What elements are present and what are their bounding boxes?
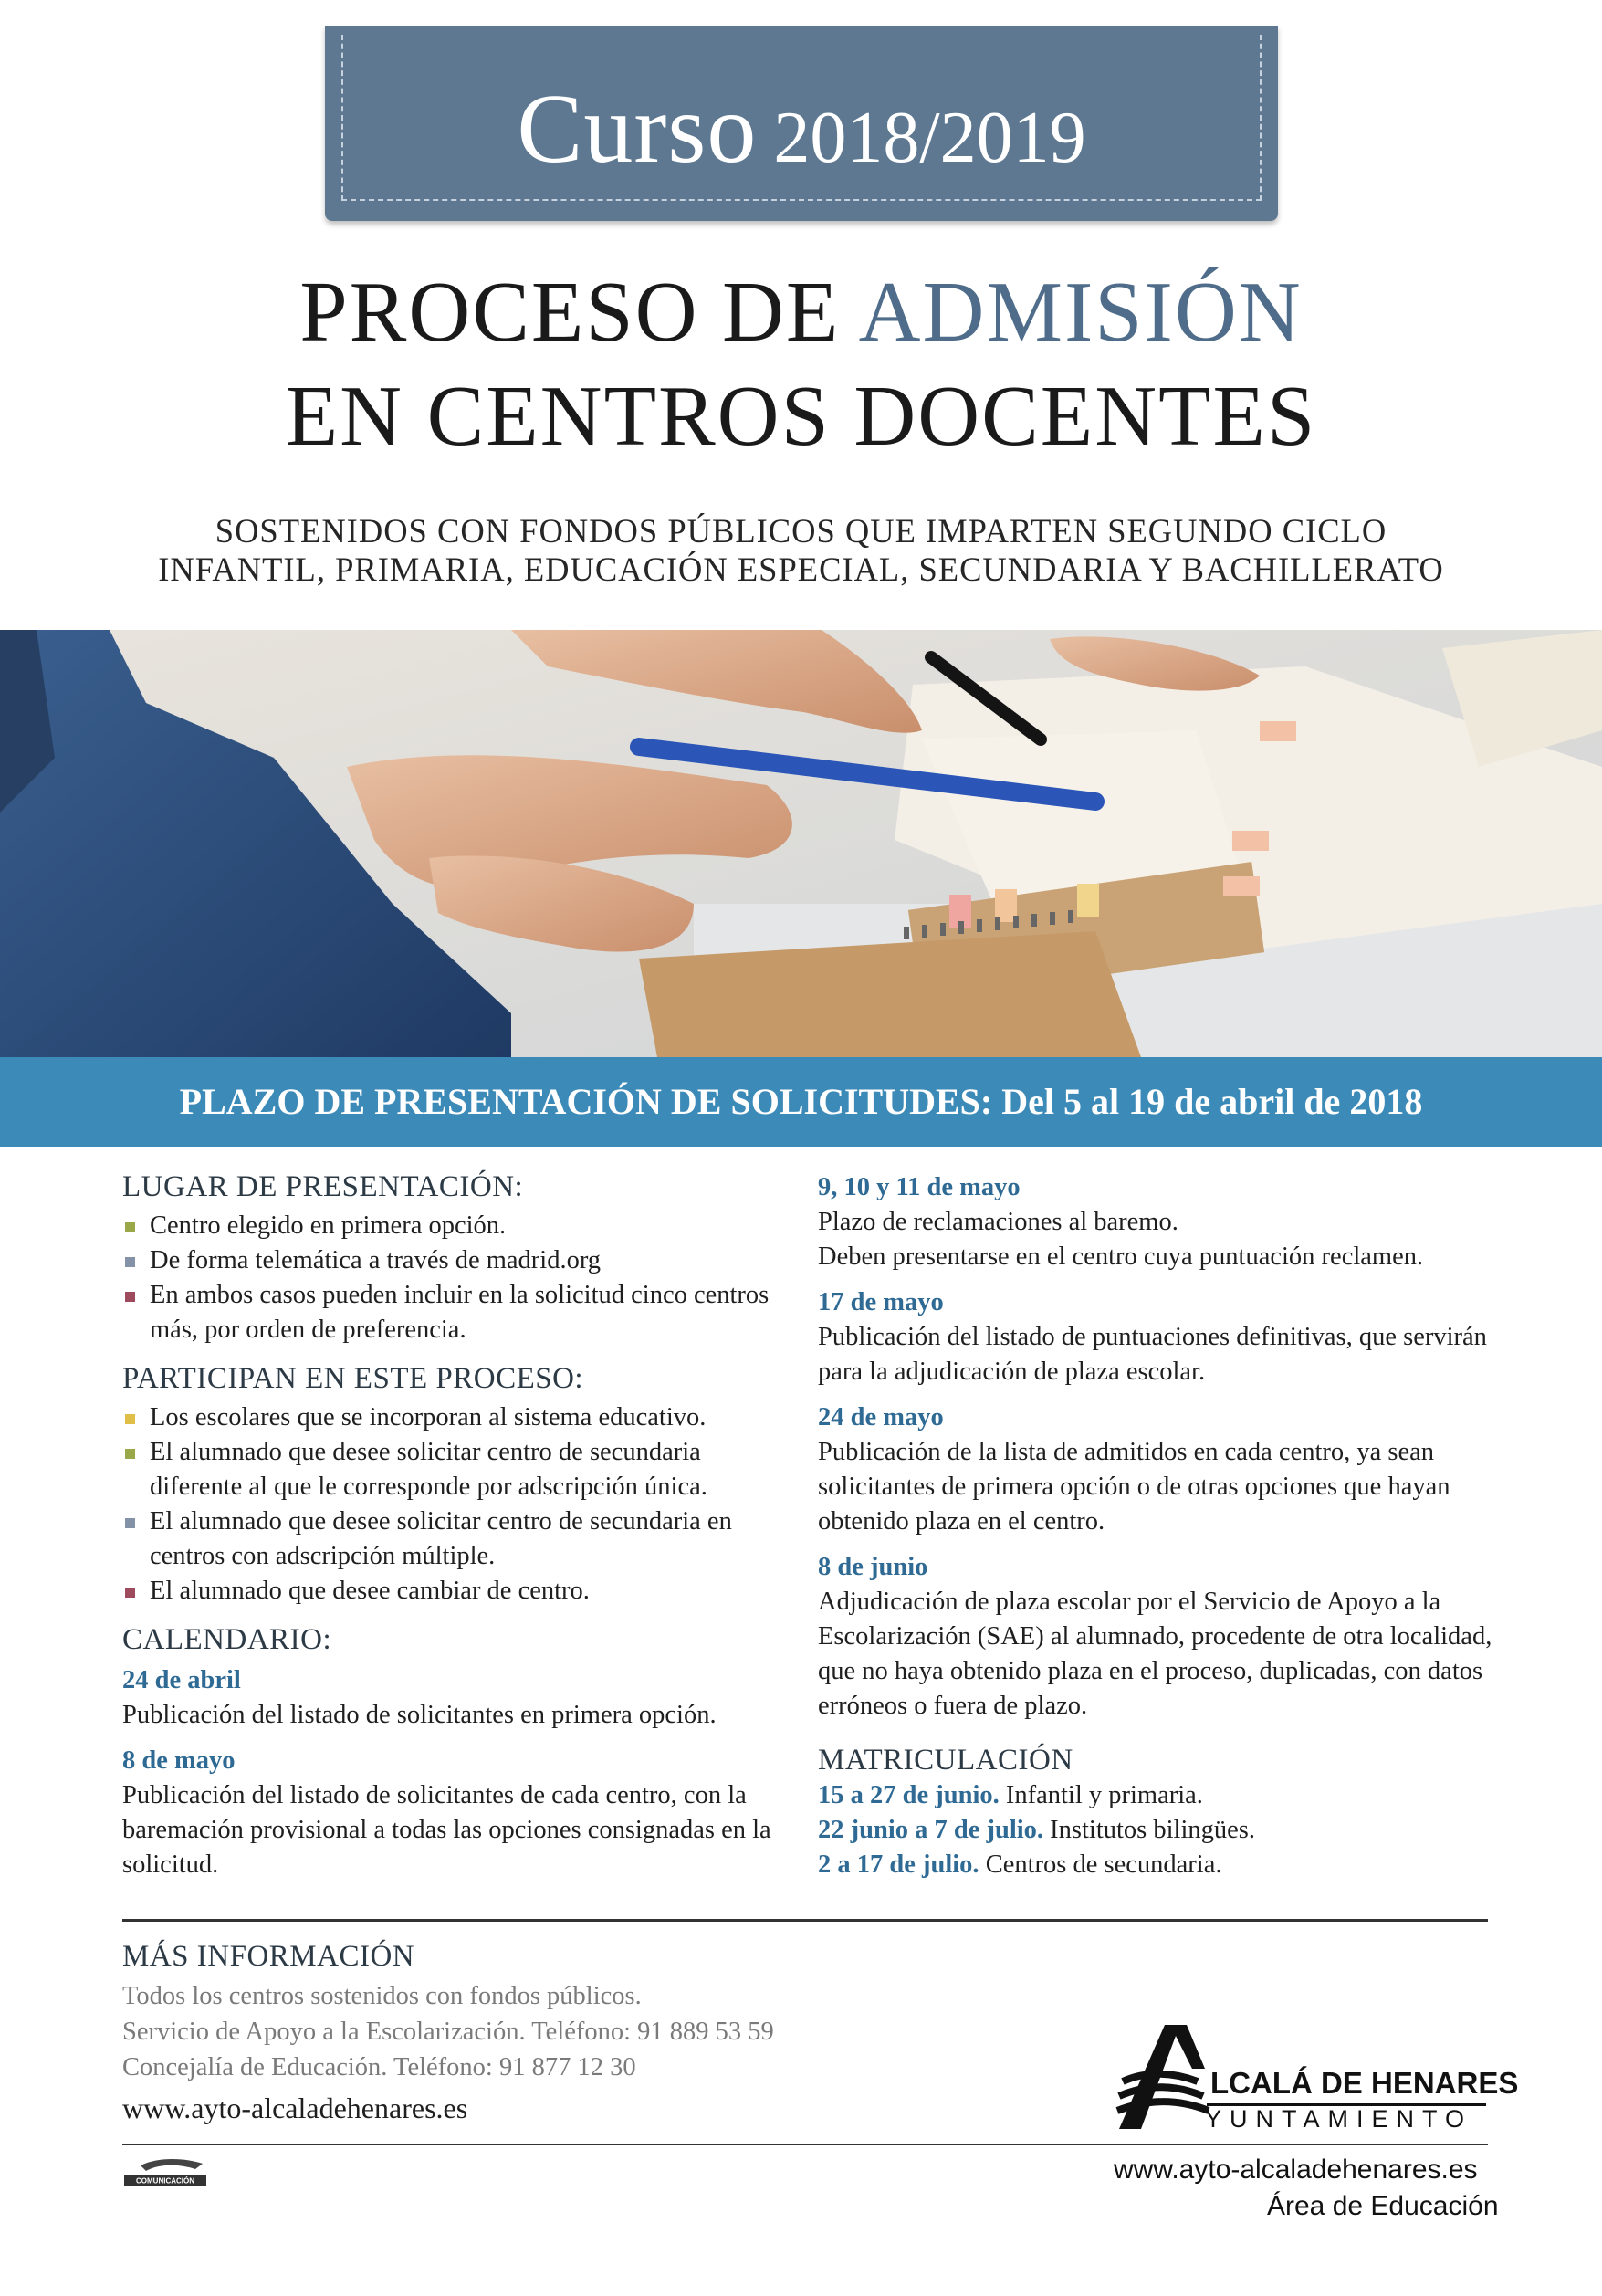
calendario-heading: CALENDARIO: bbox=[122, 1623, 332, 1656]
bullet-square-icon bbox=[125, 1588, 135, 1598]
list-item: El alumnado que desee solicitar centro de secundaria diferente al que le corresponde por adscripción única. bbox=[122, 1435, 780, 1504]
title-proceso: PROCESO DE bbox=[299, 265, 859, 360]
lugar-heading: LUGAR DE PRESENTACIÓN: bbox=[122, 1170, 524, 1203]
subtitle-line-2: INFANTIL, PRIMARIA, EDUCACIÓN ESPECIAL, SECUNDARIA Y BACHILLERATO bbox=[158, 550, 1444, 588]
logo-name: LCALÁ DE HENARES bbox=[1210, 2066, 1519, 2100]
participan-heading: PARTICIPAN EN ESTE PROCESO: bbox=[122, 1362, 584, 1395]
title-admision: ADMISIÓN bbox=[858, 265, 1303, 360]
calendar-date: 24 de abril bbox=[122, 1666, 241, 1694]
calendar-text: Publicación del listado de solicitantes en primera opción. bbox=[122, 1701, 717, 1729]
lugar-list bbox=[122, 1209, 780, 1347]
course-year: 2018/2019 bbox=[773, 98, 1086, 178]
bullet-square-icon bbox=[125, 1518, 135, 1528]
list-item: Centro elegido en primera opción. bbox=[122, 1209, 780, 1243]
subtitle-line-1: SOSTENIDOS CON FONDOS PÚBLICOS QUE IMPARTEN SEGUNDO CICLO bbox=[215, 512, 1387, 550]
comunicacion-logo-icon bbox=[122, 2156, 208, 2187]
info-website-link[interactable]: www.ayto-alcaladehenares.es bbox=[122, 2092, 468, 2124]
calendar-date: 8 de mayo bbox=[122, 1746, 236, 1775]
comm-label: COMUNICACIÓN bbox=[136, 2176, 194, 2186]
calendar-date: 24 de mayo bbox=[818, 1403, 944, 1431]
matriculacion-item: 2 a 17 de julio. Centros de secundaria. bbox=[818, 1850, 1222, 1879]
right-column bbox=[818, 1170, 1493, 1882]
list-item: El alumnado que desee solicitar centro de secundaria en centros con adscripción múltiple. bbox=[122, 1504, 780, 1574]
calendar-text: Adjudicación de plaza escolar por el Servicio de Apoyo a la Escolarización (SAE) al alumnado, procedente de otra localidad, que no haya obtenido plaza en el proceso, duplicadas, con datos erróneos o fuera de plazo. bbox=[818, 1588, 1492, 1720]
calendar-text: Plazo de reclamaciones al baremo. bbox=[818, 1208, 1178, 1236]
matriculacion-heading: MATRICULACIÓN bbox=[818, 1744, 1073, 1777]
footer-area-label: Área de Educación bbox=[1267, 2191, 1499, 2221]
divider bbox=[122, 2144, 1488, 2145]
calendar-text: Publicación de la lista de admitidos en cada centro, ya sean solicitantes de primera opción o de otras opciones que hayan obtenido plaza en el centro. bbox=[818, 1438, 1450, 1536]
info-line: Todos los centros sostenidos con fondos públicos. bbox=[122, 1982, 642, 2010]
matriculacion-item: 22 junio a 7 de julio. Institutos bilingües. bbox=[818, 1816, 1256, 1844]
info-line: Concejalía de Educación. Teléfono: 91 877 12 30 bbox=[122, 2053, 636, 2081]
calendar-text: Publicación del listado de puntuaciones definitivas, que servirán para la adjudicación de plaza escolar. bbox=[818, 1323, 1487, 1386]
calendar-date: 17 de mayo bbox=[818, 1288, 944, 1316]
students-writing-photo bbox=[0, 630, 1602, 1057]
calendar-date: 8 de junio bbox=[818, 1553, 928, 1581]
bullet-square-icon bbox=[125, 1414, 135, 1424]
logo-subtitle: YUNTAMIENTO bbox=[1205, 2105, 1473, 2133]
course-banner bbox=[325, 26, 1278, 221]
more-info-block bbox=[122, 1939, 871, 2126]
left-column bbox=[122, 1169, 780, 1882]
course-title bbox=[325, 73, 1278, 186]
divider bbox=[122, 1919, 1488, 1922]
application-deadline-bar: PLAZO DE PRESENTACIÓN DE SOLICITUDES: Del 5 al 19 de abril de 2018 bbox=[0, 1057, 1602, 1147]
list-item: En ambos casos pueden incluir en la solicitud cinco centros más, por orden de preferencia. bbox=[122, 1278, 780, 1347]
bullet-square-icon bbox=[125, 1222, 135, 1232]
more-info-heading: MÁS INFORMACIÓN bbox=[122, 1940, 415, 1973]
info-line: Servicio de Apoyo a la Escolarización. Teléfono: 91 889 53 59 bbox=[122, 2018, 774, 2046]
calendar-date: 9, 10 y 11 de mayo bbox=[818, 1173, 1021, 1201]
bullet-square-icon bbox=[125, 1257, 135, 1267]
list-item: De forma telemática a través de madrid.org bbox=[122, 1243, 780, 1278]
calendar-text: Publicación del listado de solicitantes de cada centro, con la baremación provisional a todas las opciones consignadas en la solicitud. bbox=[122, 1781, 771, 1879]
calendar-text: Deben presentarse en el centro cuya puntuación reclamen. bbox=[818, 1242, 1424, 1271]
matriculacion-item: 15 a 27 de junio. Infantil y primaria. bbox=[818, 1781, 1203, 1809]
main-title-line-1 bbox=[0, 263, 1602, 362]
list-item: Los escolares que se incorporan al sistema educativo. bbox=[122, 1400, 780, 1435]
course-word: Curso bbox=[517, 75, 758, 183]
footer-website-link[interactable]: www.ayto-alcaladehenares.es bbox=[1114, 2154, 1478, 2185]
list-item: El alumnado que desee cambiar de centro. bbox=[122, 1574, 780, 1609]
participan-list bbox=[122, 1400, 780, 1609]
bullet-square-icon bbox=[125, 1292, 135, 1302]
main-title-line-2: EN CENTROS DOCENTES bbox=[285, 369, 1317, 464]
bullet-square-icon bbox=[125, 1449, 135, 1459]
